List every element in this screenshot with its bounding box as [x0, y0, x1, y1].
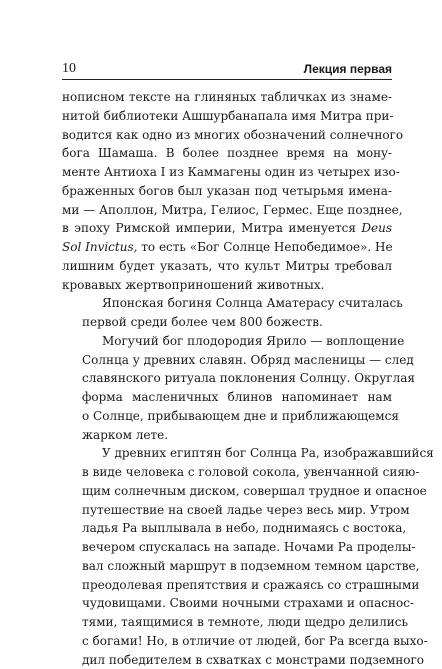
text-line: ладья Ра выплывала в небо, поднимаясь с востока, — [62, 519, 392, 538]
text-fragment: то есть «Бог Солнце Непобедимое». Не — [141, 240, 392, 254]
text-line: Солнца у древних славян. Обряд масленицы — след — [62, 351, 392, 370]
text-line: Японская богиня Солнца Аматерасу считалась — [62, 294, 392, 313]
italic-phrase: Deus — [361, 221, 392, 235]
paragraph — [62, 88, 392, 294]
text-line-with-italic — [62, 238, 392, 257]
text-line: преодолевая препятствия и сражаясь со страшными — [62, 576, 392, 595]
text-line: У древних египтян бог Солнца Ра, изображавшийся — [62, 444, 392, 463]
text-line: в виде человека с головой сокола, увенчанной сияю- — [62, 463, 392, 482]
text-line: о Солнце, прибывающем дне и приближающемся — [62, 407, 392, 426]
text-line: лишним будет указать, что культ Митры требовал — [62, 257, 392, 276]
paragraph — [62, 294, 392, 332]
paragraph — [62, 444, 392, 669]
paragraph — [62, 332, 392, 445]
running-head: Лекция первая — [304, 61, 392, 77]
text-line: кровавых жертвоприношений животных. — [62, 276, 392, 295]
text-line: жарком лете. — [62, 426, 392, 445]
text-line-with-italic — [62, 219, 392, 238]
body-text — [62, 88, 392, 669]
text-line: чудовищами. Своими ночными страхами и опаснос- — [62, 594, 392, 613]
text-line: дил победителем в схватках с монстрами подземного — [62, 651, 392, 669]
text-line: вал сложный маршрут в подземном темном царстве, — [62, 557, 392, 576]
text-line: бога Шамаша. В более позднее время на монy- — [62, 144, 392, 163]
text-line: форма масленичных блинов напоминает нам — [62, 388, 392, 407]
italic-phrase: Sol Invictus, — [62, 240, 137, 254]
page-header — [62, 61, 392, 80]
text-line: тями, таящимися в темноте, люди щедро делились — [62, 613, 392, 632]
text-line: браженных богов был указан под четырьмя имена- — [62, 182, 392, 201]
text-line: первой среди более чем 800 божеств. — [62, 313, 392, 332]
text-line: путешествие на своей ладье через весь мир. Утром — [62, 501, 392, 520]
text-fragment: в эпоху Римской империи, Митра именуется — [62, 221, 356, 235]
page-number: 10 — [62, 61, 76, 77]
text-line: вечером спускалась на западе. Ночами Ра проделы- — [62, 538, 392, 557]
text-line: с богами! Но, в отличие от людей, бог Ра всегда выхо- — [62, 632, 392, 651]
text-line: ми — Аполлон, Митра, Гелиос, Гермес. Еще позднее, — [62, 201, 392, 220]
text-line: славянского ритуала поклонения Солнцу. Округлая — [62, 369, 392, 388]
text-line: Могучий бог плодородия Ярило — воплощение — [62, 332, 392, 351]
text-line: нитой библиотеки Ашшурбанапала имя Митра при- — [62, 107, 392, 126]
text-line: щим солнечным диском, совершал трудное и опасное — [62, 482, 392, 501]
text-line: водится как одно из многих обозначений солнечного — [62, 126, 392, 145]
text-line: менте Антиоха I из Каммагены один из четырех изо- — [62, 163, 392, 182]
text-line: нописном тексте на глиняных табличках из знаме- — [62, 88, 392, 107]
